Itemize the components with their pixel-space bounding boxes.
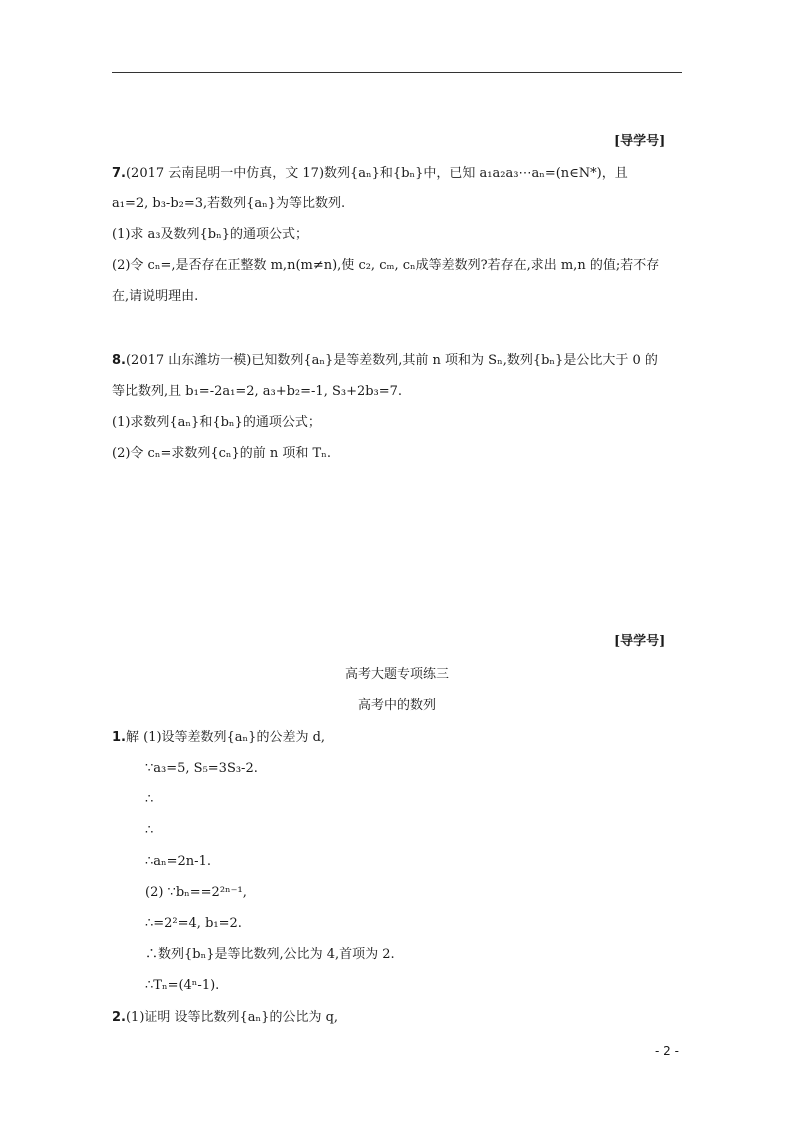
solution-1-number: 1. bbox=[112, 730, 126, 745]
solution-1-line-3: ∴ bbox=[145, 792, 154, 807]
problem-7-text-1: (2017 云南昆明一中仿真，文 17)数列{aₙ}和{bₙ}中，已知 a₁a₂a₃⋯aₙ=(n∈N*)，且 bbox=[125, 166, 628, 181]
header-rule bbox=[112, 72, 682, 73]
solution-1-line-5: ∴aₙ=2n-1. bbox=[145, 854, 211, 869]
problem-7-line-5: 在,请说明理由. bbox=[112, 289, 199, 304]
problem-8-line-4: (2)令 cₙ=求数列{cₙ}的前 n 项和 Tₙ. bbox=[112, 446, 331, 461]
problem-7-line-3: (1)求 a₃及数列{bₙ}的通项公式； bbox=[112, 227, 308, 242]
section-title: 高考大题专项练三 bbox=[344, 667, 449, 682]
problem-7-line-1 bbox=[112, 165, 628, 183]
solution-1-text-1: 解 (1)设等差数列{aₙ}的公差为 d, bbox=[125, 730, 326, 745]
problem-7-line-4: (2)令 cₙ=,是否存在正整数 m,n(m≠n),使 c₂, cₘ, cₙ成等差数列?若存在,求出 m,n 的值;若不存 bbox=[112, 258, 660, 273]
solution-1-line-8: ∴数列{bₙ}是等比数列,公比为 4,首项为 2. bbox=[145, 947, 395, 962]
problem-8-number: 8. bbox=[112, 353, 126, 368]
section-subtitle: 高考中的数列 bbox=[357, 698, 436, 713]
solution-1-line-1 bbox=[112, 729, 325, 747]
problem-8-line-3: (1)求数列{aₙ}和{bₙ}的通项公式； bbox=[112, 415, 321, 430]
solution-1-line-6: (2) ∵bₙ==2²ⁿ⁻¹, bbox=[145, 885, 247, 900]
solution-1-line-7: ∴=2²=4, b₁=2. bbox=[145, 916, 242, 931]
problem-8-line-2: 等比数列,且 b₁=-2a₁=2, a₃+b₂=-1, S₃+2b₃=7. bbox=[112, 384, 403, 399]
solution-1-line-9: ∴Tₙ=(4ⁿ-1). bbox=[145, 978, 220, 993]
solution-2-number: 2. bbox=[112, 1010, 126, 1025]
solution-1-line-2: ∵a₃=5, S₅=3S₃-2. bbox=[145, 761, 258, 776]
problem-8-text-1: (2017 山东潍坊一模)已知数列{aₙ}是等差数列,其前 n 项和为 Sₙ,数列{bₙ}是公比大于 0 的 bbox=[125, 353, 658, 368]
solution-1-line-4: ∴ bbox=[145, 823, 154, 838]
solution-2-text-1: (1)证明 设等比数列{aₙ}的公比为 q, bbox=[125, 1010, 339, 1025]
problem-8-line-1 bbox=[112, 352, 658, 370]
page-number: - 2 - bbox=[655, 1044, 679, 1058]
solution-2-line-1 bbox=[112, 1009, 338, 1027]
problem-7-number: 7. bbox=[112, 166, 126, 181]
problem-7-line-2: a₁=2, b₃-b₂=3,若数列{aₙ}为等比数列. bbox=[112, 196, 346, 211]
guide-tag-2: [导学号] bbox=[614, 634, 666, 649]
guide-tag-1: [导学号] bbox=[614, 134, 666, 149]
